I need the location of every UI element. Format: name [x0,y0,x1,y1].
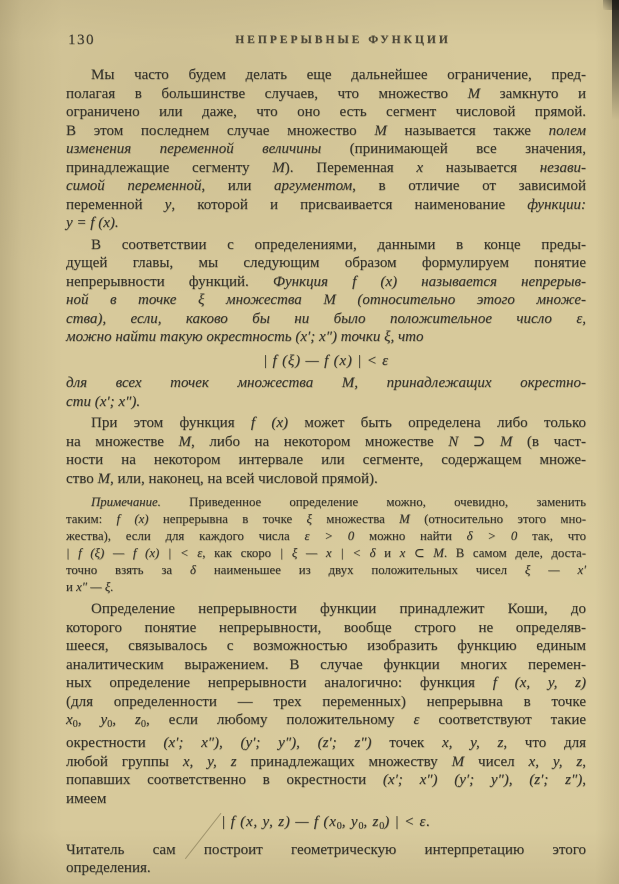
text-run: , в отличие от зависимой [352,178,586,194]
subscript-run: 0 [140,718,146,730]
subscript-run: 0 [358,821,364,833]
math-run: x, y, z [182,753,237,770]
math-run: f (x) [250,415,289,431]
text-run: так, что [517,529,586,543]
italic-run: изменения переменной величины [66,141,322,157]
italic-run: Функция [272,273,353,290]
text-run: ности на некотором интервале или сегменте, содержащем множе- [66,452,586,468]
italic-run: симой переменной [66,178,202,194]
text-run: аналитическим выражением. В случае функции многих перемен- [66,656,586,673]
text-run: наименьшее из двух положительных чисел [195,563,525,577]
text-run: В соответствии с определениями, данными в конце преды- [91,236,586,253]
math-run: δ [189,563,196,577]
paragraph [66,414,586,488]
math-run: ε > 0 [304,529,355,543]
text-line [66,159,586,178]
text-line [66,494,586,511]
math-run: x ⊂ М [399,546,444,560]
math-run: (x′; x″), (y′; y″), (z′; z″) [163,735,372,752]
scan-corner-smudge [603,0,619,10]
paragraph [66,841,586,878]
math-run: ξ [384,329,391,345]
text-line [66,562,586,579]
subscript-run: 0 [379,821,385,833]
text-run: на множестве [66,433,179,450]
math-run: f (x) [116,512,149,526]
subscript-run: 0 [107,718,113,730]
text-run: (относительно этого мно- [409,512,586,526]
text-run: жества), если для каждого числа [66,529,305,543]
text-line [66,273,586,292]
italic-run: аргументом [273,178,353,194]
math-run: | f (ξ) — f (x) | < ε [66,546,203,560]
text-run: , как скоро [202,546,280,560]
text-run: таким: [66,512,117,526]
italic-run: можно найти такую окрестность [66,329,296,345]
italic-run: незави- [539,159,586,176]
text-line [66,177,586,196]
text-line [66,859,586,878]
text-line [66,214,586,233]
paragraph [66,600,586,808]
math-run: М [97,470,110,487]
text-line [66,511,586,528]
text-line [66,470,586,489]
text-run: чисел [464,753,529,770]
math-run: N ⊃ М [448,433,513,450]
text-run: и [66,580,77,594]
italic-run: , [582,310,586,327]
text-line [66,841,586,860]
text-run: точно взять за [66,563,190,577]
math-run: y [164,196,172,213]
math-run: x [416,159,424,176]
text-line [66,637,586,656]
math-run: М [399,512,410,526]
text-run: Приведенное определение можно, очевидно, заменить [160,495,586,509]
text-run: Читатель сам построит геометрическую интерпретацию этого [66,841,586,858]
page-number: 130 [68,32,95,48]
text-run: ограничено или даже, что оно есть сегмент числовой прямой. [66,104,586,120]
text-line [66,122,586,141]
math-run: (x′; x″) [94,393,137,410]
math-run: f (x) [352,273,398,290]
text-line [66,579,586,596]
text-run: называется [423,159,540,176]
text-run: любой группы [66,753,183,770]
math-run: М [451,753,465,770]
text-line [66,619,586,638]
text-run: , либо на некотором множестве [191,433,449,450]
text-line [66,753,586,772]
text-run: , или, наконец, на всей числовой прямой). [109,470,378,487]
text-run: которого понятие непрерывности, вообще строго не определяв- [66,619,586,636]
text-line [66,310,586,329]
text-line [66,528,586,545]
formula [66,813,586,836]
math-run: | f (ξ) — f (x) | < ε [263,352,389,369]
text-line [66,656,586,675]
math-run: М [178,433,192,450]
math-run: x, y, z [441,735,504,752]
text-run: точек [371,735,442,752]
page-header [66,32,586,48]
text-line [66,85,586,104]
text-line [66,771,586,790]
math-run: М [374,122,387,139]
math-run: ξ — x′ [524,563,586,577]
math-run: | f (x, y, z) — f (x [221,814,337,831]
text-line [66,414,586,433]
italic-run: , что [390,329,424,345]
math-run: ) | < ε. [384,814,431,831]
text-run: определения. [66,860,151,877]
text-run: Мы часто будем делать еще дальнейшее ограничение, пред- [91,67,586,83]
subscript-run: 0 [336,821,342,833]
text-run: ство [66,470,98,487]
paragraph [66,374,586,411]
math-run: , z [363,814,380,831]
text-line [66,196,586,215]
text-run: ). Переменная [284,159,417,176]
italic-run: для всех точек множества [66,375,342,391]
text-run: полагая в большинстве случаев, что множество [66,85,468,102]
text-run: соответствуют такие [419,712,586,728]
text-run: называется также [386,122,549,139]
italic-run: ной в точке [66,292,199,308]
italic-run: множества [204,292,324,308]
math-run: | ξ — x | < δ [279,546,376,560]
text-run: и [375,546,400,560]
italic-run: ства), если, каково бы ни было положительное число [66,310,577,327]
math-run: δ > 0 [466,529,518,543]
text-run: окрестности [66,735,164,752]
text-block [66,66,586,881]
text-line [66,790,586,809]
math-run: f (x, y, z) [492,675,587,691]
text-run: переменной [66,196,165,213]
math-run: , y [341,814,359,831]
text-line [66,674,586,693]
text-line [66,140,586,159]
subscript-run: 0 [72,718,78,730]
text-line [66,545,586,562]
text-run: , [582,753,586,770]
text-run: (в част- [512,433,586,450]
text-run: (для определенности — трех переменных) непрерывна в точке [66,693,586,710]
math-run: x [66,712,73,728]
math-run: ξ [306,512,312,526]
text-run: , которой и присваивается наименование [171,196,528,213]
paragraph [66,236,586,347]
math-run: x″ — ξ. [76,580,114,594]
text-run: , что для [503,735,586,752]
text-run: , если любому положительному [145,712,414,728]
paragraph [66,66,586,233]
text-run: . В самом деле, доста- [443,546,587,560]
italic-run: , принадлежащих окрестно- [354,375,586,391]
text-line [66,693,586,712]
text-run: , или [201,178,274,194]
text-run: непрерывна в точке [148,512,307,526]
text-run: непрерывности функций. [66,273,273,290]
math-run: , y [77,712,108,728]
text-line [66,103,586,122]
math-run: (x′; x″) [295,329,337,345]
text-line [66,433,586,452]
math-run: y = f (x). [66,215,119,231]
text-run: В этом последнем случае множество [66,122,375,139]
running-head: НЕПРЕРЫВНЫЕ ФУНКЦИИ [235,34,451,46]
text-line [66,451,586,470]
math-run: М [323,292,336,308]
math-run: (x′; x″) (y′; y″), (z′; z″) [382,772,583,789]
text-run: дущей главы, мы следующим образом формулируем понятие [66,255,586,271]
text-run: ных определение непрерывности аналогично: функция [66,675,493,691]
text-run: замкнуто и [480,85,586,102]
text-line [66,236,586,255]
text-run: (принимающей все значения, [321,141,586,157]
italic-run: сти [66,393,95,410]
italic-run: называется непрерыв- [397,273,586,290]
text-run: имеем [66,790,107,807]
text-line [66,711,586,734]
text-run: , [582,772,586,789]
math-run: ε [576,310,583,327]
italic-run: Примечание. [91,495,161,509]
text-run: принадлежащих множеству [236,753,452,770]
math-run: ε [413,712,420,728]
math-run: М [467,85,481,102]
text-line [66,328,586,347]
text-line [66,393,586,412]
scan-edge-shadow [612,0,619,120]
italic-run: точки [336,329,385,345]
text-run: может быть определена либо только [288,415,586,431]
text-line [66,600,586,619]
text-line [66,291,586,310]
text-run: принадлежащие сегменту [66,159,273,176]
formula [66,352,586,371]
text-run: шееся, связывалось с возможностью изобразить функцию единым [66,638,586,654]
text-run: При этом функция [91,415,251,431]
text-line [66,66,586,85]
math-run: М [341,375,355,391]
text-line [66,734,586,753]
text-line [66,374,586,393]
text-run: Определение непрерывности функции принадлежит Коши, до [91,601,586,617]
text-line [66,254,586,273]
math-run: ξ [198,292,205,308]
math-run: , z [112,712,141,728]
math-run: x, y, z [528,753,583,770]
text-run: попавших соответственно в окрестности [66,772,383,789]
text-run: множества [311,512,400,526]
italic-run: . [136,393,141,410]
text-run: можно найти [354,529,467,543]
italic-run: полем [548,122,586,139]
italic-run: (относительно этого множе- [335,292,586,308]
math-run: М [272,159,285,176]
remark-paragraph [66,494,586,596]
italic-run: функции: [527,196,586,213]
